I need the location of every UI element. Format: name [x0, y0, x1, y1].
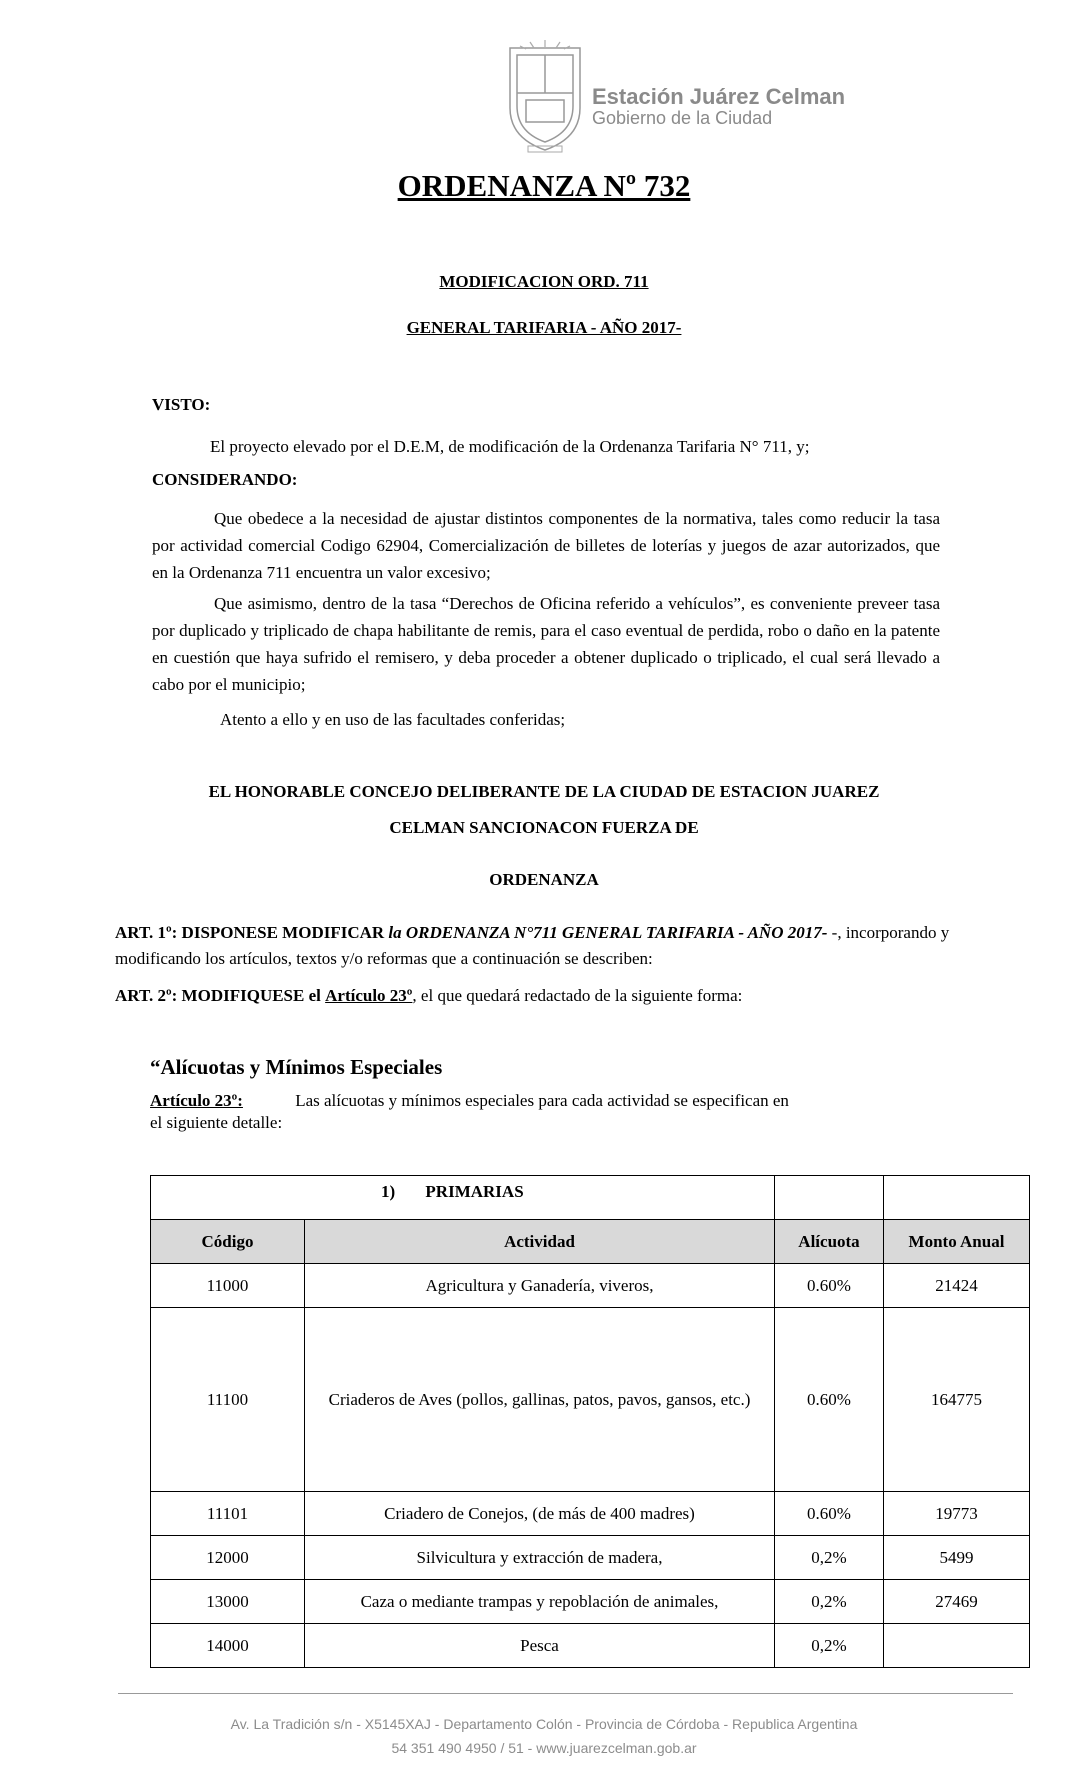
header-alicuota: Alícuota	[775, 1220, 884, 1264]
cell-alicuota: 0,2%	[775, 1536, 884, 1580]
cell-alicuota: 0,2%	[775, 1624, 884, 1668]
sanciona-line-2: CELMAN SANCIONACON FUERZA DE	[389, 818, 699, 837]
article-23-text: Las alícuotas y mínimos especiales para cada actividad se especifican en	[295, 1091, 789, 1110]
table-row	[151, 1624, 1030, 1668]
cell-monto	[884, 1624, 1030, 1668]
table-group-empty-cell	[775, 1176, 884, 1220]
cell-codigo: 11000	[151, 1264, 305, 1308]
visto-text: El proyecto elevado por el D.E.M, de modificación de la Ordenanza Tarifaria N° 711, y;	[210, 437, 810, 456]
table-row	[151, 1492, 1030, 1536]
cell-codigo: 11101	[151, 1492, 305, 1536]
header-codigo: Código	[151, 1220, 305, 1264]
cell-codigo: 11100	[151, 1308, 305, 1492]
footer-address: Av. La Tradición s/n - X5145XAJ - Departamento Colón - Provincia de Córdoba - Republica Argentina	[230, 1716, 858, 1732]
cell-actividad: Caza o mediante trampas y repoblación de animales,	[305, 1580, 775, 1624]
considerando-paragraph-1: Que obedece a la necesidad de ajustar distintos componentes de la normativa, tales como reducir la tasa por actividad comercial Codigo 62904, Comercialización de billetes de loterías y juegos de azar autorizados, que en la Ordenanza 711 encuentra un valor excesivo;	[152, 509, 940, 582]
cell-alicuota: 0,2%	[775, 1580, 884, 1624]
brand-subtitle: Gobierno de la Ciudad	[592, 108, 773, 128]
table-group-empty-cell	[884, 1176, 1030, 1220]
document-title: ORDENANZA Nº 732	[397, 168, 691, 203]
cell-monto: 21424	[884, 1264, 1030, 1308]
header-actividad: Actividad	[305, 1220, 775, 1264]
cell-codigo: 14000	[151, 1624, 305, 1668]
cell-actividad: Silvicultura y extracción de madera,	[305, 1536, 775, 1580]
cell-codigo: 13000	[151, 1580, 305, 1624]
section-title: “Alícuotas y Mínimos Especiales	[150, 1055, 443, 1079]
article-1-label: ART. 1º: DISPONESE MODIFICAR	[115, 923, 385, 942]
article-23-text-continued: el siguiente detalle:	[150, 1113, 283, 1132]
activity-rates-table	[150, 1175, 1030, 1668]
footer-contact: 54 351 490 4950 / 51 - www.juarezcelman.gob.ar	[391, 1740, 697, 1756]
document-subtitle-modification: MODIFICACION ORD. 711	[439, 272, 649, 291]
visto-heading: VISTO:	[152, 395, 211, 414]
cell-actividad: Agricultura y Ganadería, viveros,	[305, 1264, 775, 1308]
table-row	[151, 1536, 1030, 1580]
header-monto-anual: Monto Anual	[884, 1220, 1030, 1264]
article-2	[115, 983, 955, 1009]
brand-title: Estación Juárez Celman	[592, 84, 846, 109]
table-group-cell	[151, 1176, 775, 1220]
cell-alicuota: 0.60%	[775, 1264, 884, 1308]
cell-alicuota: 0.60%	[775, 1308, 884, 1492]
cell-monto: 27469	[884, 1580, 1030, 1624]
article-1-text: -, incorporando y modificando los artículos, textos y/o reformas que a continuación se describen:	[115, 923, 950, 968]
considerando-paragraph-3: Atento a ello y en uso de las facultades conferidas;	[220, 710, 566, 729]
article-2-label: ART. 2º: MODIFIQUESE el	[115, 986, 321, 1005]
article-23-label: Artículo 23º:	[150, 1091, 243, 1110]
article-2-article-reference: Artículo 23º	[325, 986, 413, 1005]
cell-actividad: Criaderos de Aves (pollos, gallinas, patos, pavos, gansos, etc.)	[305, 1308, 775, 1492]
document-subtitle-tarifaria: GENERAL TARIFARIA - AÑO 2017-	[406, 318, 682, 337]
table-row	[151, 1580, 1030, 1624]
table-group-label: PRIMARIAS	[425, 1182, 524, 1201]
article-2-text: , el que quedará redactado de la siguiente forma:	[412, 986, 743, 1005]
table-header-row	[151, 1220, 1030, 1264]
cell-monto: 164775	[884, 1308, 1030, 1492]
article-1	[115, 920, 955, 972]
cell-alicuota: 0.60%	[775, 1492, 884, 1536]
table-row	[151, 1264, 1030, 1308]
article-1-reference: la ORDENANZA N°711 GENERAL TARIFARIA - AÑO 2017-	[388, 923, 828, 942]
table-group-number: 1)	[381, 1182, 396, 1201]
city-coat-of-arms-logo	[490, 38, 600, 158]
sanciona-line-1: EL HONORABLE CONCEJO DELIBERANTE DE LA CIUDAD DE ESTACION JUAREZ	[208, 782, 880, 801]
table-row	[151, 1308, 1030, 1492]
table-group-row	[151, 1176, 1030, 1220]
cell-monto: 19773	[884, 1492, 1030, 1536]
sanciona-line-3: ORDENANZA	[489, 870, 599, 889]
considerando-paragraph-2: Que asimismo, dentro de la tasa “Derechos de Oficina referido a vehículos”, es conveniente preveer tasa por duplicado y triplicado de chapa habilitante de remis, para el caso eventual de perdida, robo o daño en la patente en cuestión que haya sufrido el remisero, y deba proceder a obtener duplicado o triplicado, el cual será llevado a cabo por el municipio;	[152, 594, 940, 694]
footer-divider	[118, 1693, 1013, 1694]
considerando-heading: CONSIDERANDO:	[152, 470, 298, 489]
cell-actividad: Pesca	[305, 1624, 775, 1668]
cell-monto: 5499	[884, 1536, 1030, 1580]
cell-codigo: 12000	[151, 1536, 305, 1580]
cell-actividad: Criadero de Conejos, (de más de 400 madres)	[305, 1492, 775, 1536]
